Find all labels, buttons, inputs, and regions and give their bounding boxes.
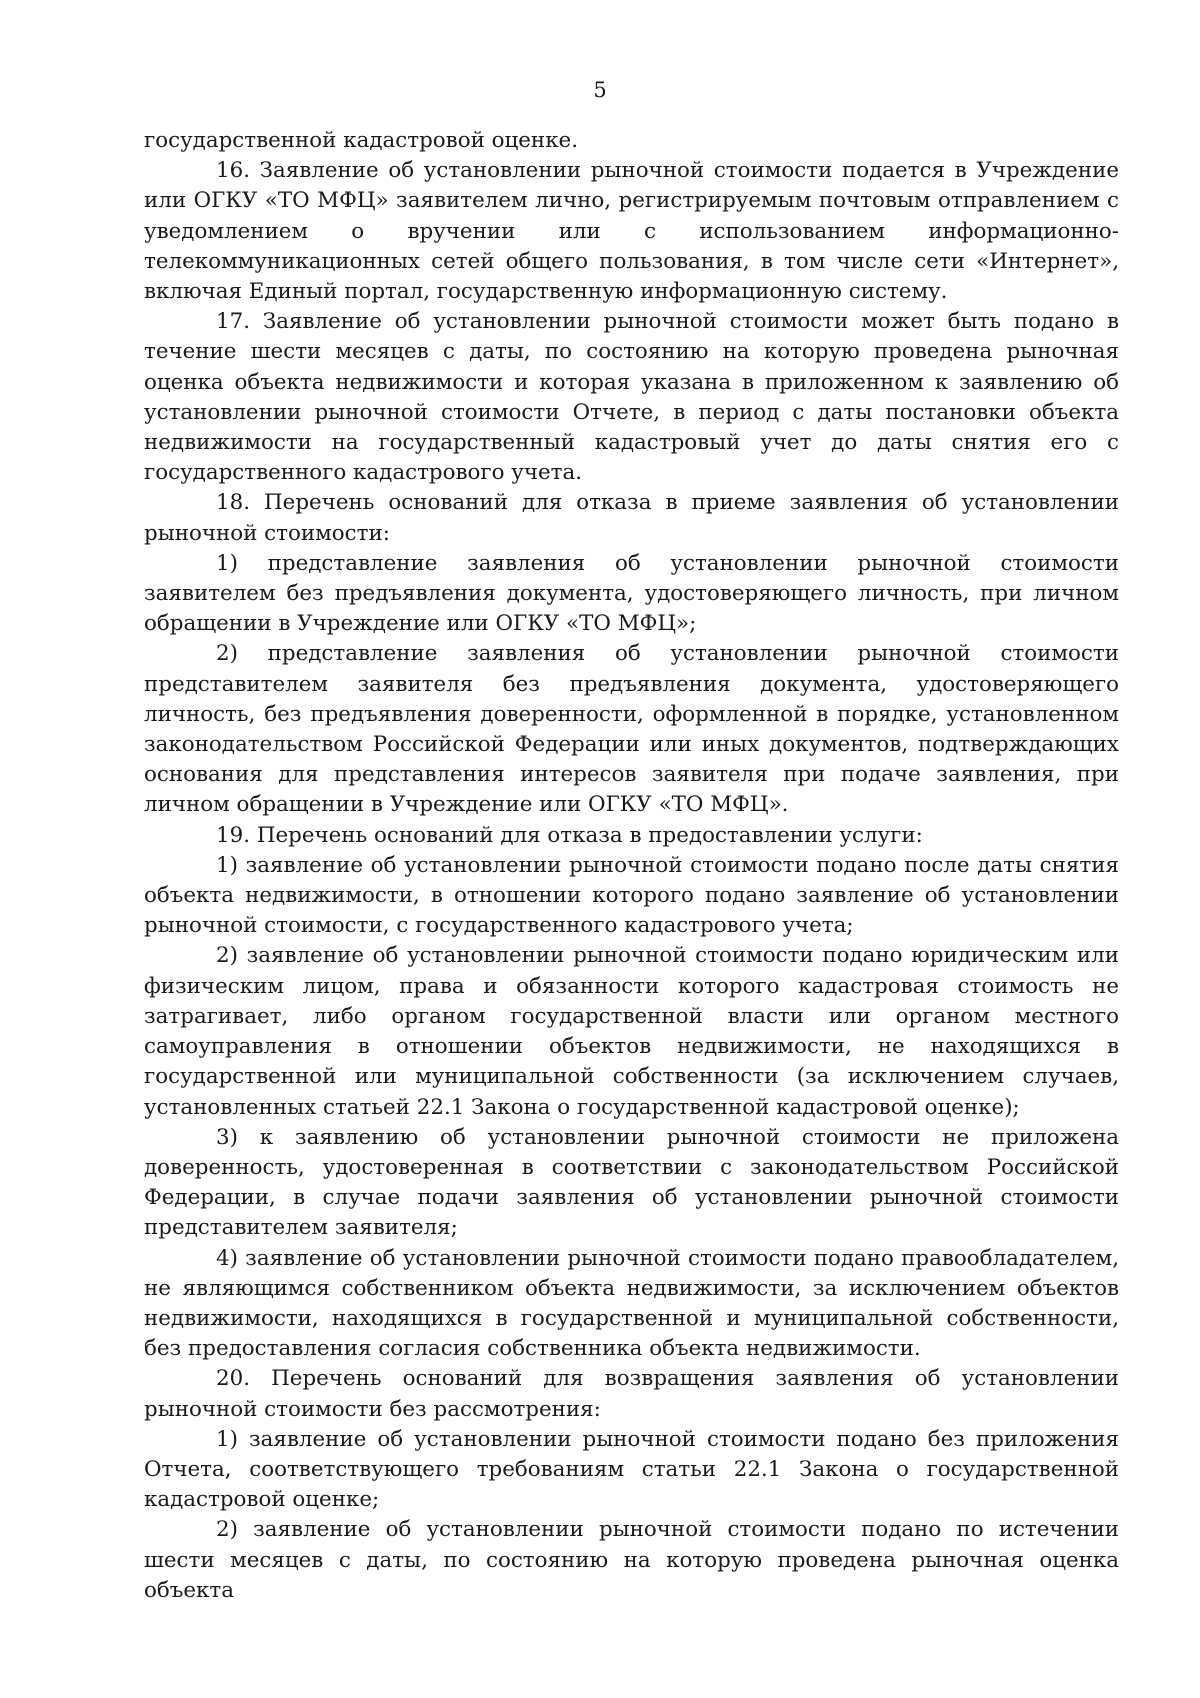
paragraph-17: 17. Заявление об установлении рыночной стоимости может быть подано в течение шести месяцев с даты, по состоянию на которую проведена рыночная оценка объекта недвижимости и которая указана в приложенном к заявлению об установлении рыночной стоимости Отчете, в период с даты постановки объекта недвижимости на государственный кадастровый учет до даты снятия его с государственного кадастрового учета. [144,309,1119,486]
paragraph-18-item-1: 1) представление заявления об установлении рыночной стоимости заявителем без предъявления документа, удостоверяющего личность, при личном обращении в Учреждение или ОГКУ «ТО МФЦ»; [144,550,1119,637]
page-number: 5 [593,78,607,102]
paragraph-19-item-2: 2) заявление об установлении рыночной стоимости подано юридическим или физическим лицом, права и обязанности которого кадастровая стоимость не затрагивает, либо органом государственной власти или органом местного самоуправления в отношении объектов недвижимости, не находящихся в государственной или муниципальной собственности (за исключением случаев, установленных статьей 22.1 Закона о государственной кадастровой оценке); [144,943,1119,1120]
paragraph-continuation: государственной кадастровой оценке. [144,128,579,153]
document-body [144,126,1119,1606]
paragraph-19: 19. Перечень оснований для отказа в предоставлении услуги: [216,822,923,848]
paragraph-20-item-1: 1) заявление об установлении рыночной стоимости подано без приложения Отчета, соответствующего требованиям статьи 22.1 Закона о государственной кадастровой оценке; [144,1426,1119,1513]
paragraph-20: 20. Перечень оснований для возвращения заявления об установлении рыночной стоимости без рассмотрения: [144,1366,1119,1422]
paragraph-20-item-2: 2) заявление об установлении рыночной стоимости подано по истечении шести месяцев с даты, по состоянию на которую проведена рыночная оценка объекта [144,1517,1119,1603]
paragraph-16: 16. Заявление об установлении рыночной стоимости подается в Учреждение или ОГКУ «ТО МФЦ» заявителем лично, регистрируемым почтовым отправлением с уведомлением о вручении или с использованием информационно-телекоммуникационных сетей общего пользования, в том числе сети «Интернет», включая Единый портал, государственную информационную систему. [144,158,1119,305]
paragraph-19-item-3: 3) к заявлению об установлении рыночной стоимости не приложена доверенность, удостоверенная в соответствии с законодательством Российской Федерации, в случае подачи заявления об установлении рыночной стоимости представителем заявителя; [144,1124,1119,1241]
paragraph-18: 18. Перечень оснований для отказа в приеме заявления об установлении рыночной стоимости: [144,490,1119,546]
paragraph-19-item-1: 1) заявление об установлении рыночной стоимости подано после даты снятия объекта недвижимости, в отношении которого подано заявление об установлении рыночной стоимости, с государственного кадастрового учета; [144,852,1119,939]
paragraph-19-item-4: 4) заявление об установлении рыночной стоимости подано правообладателем, не являющимся собственником объекта недвижимости, за исключением объектов недвижимости, находящихся в государственной и муниципальной собственности, без предоставления согласия собственника объекта недвижимости. [144,1245,1119,1362]
paragraph-18-item-2: 2) представление заявления об установлении рыночной стоимости представителем заявителя без предъявления документа, удостоверяющего личность, без предъявления доверенности, оформленной в порядке, установленном законодательством Российской Федерации или иных документов, подтверждающих основания для представления интересов заявителя при подаче заявления, при личном обращении в Учреждение или ОГКУ «ТО МФЦ». [144,641,1119,818]
